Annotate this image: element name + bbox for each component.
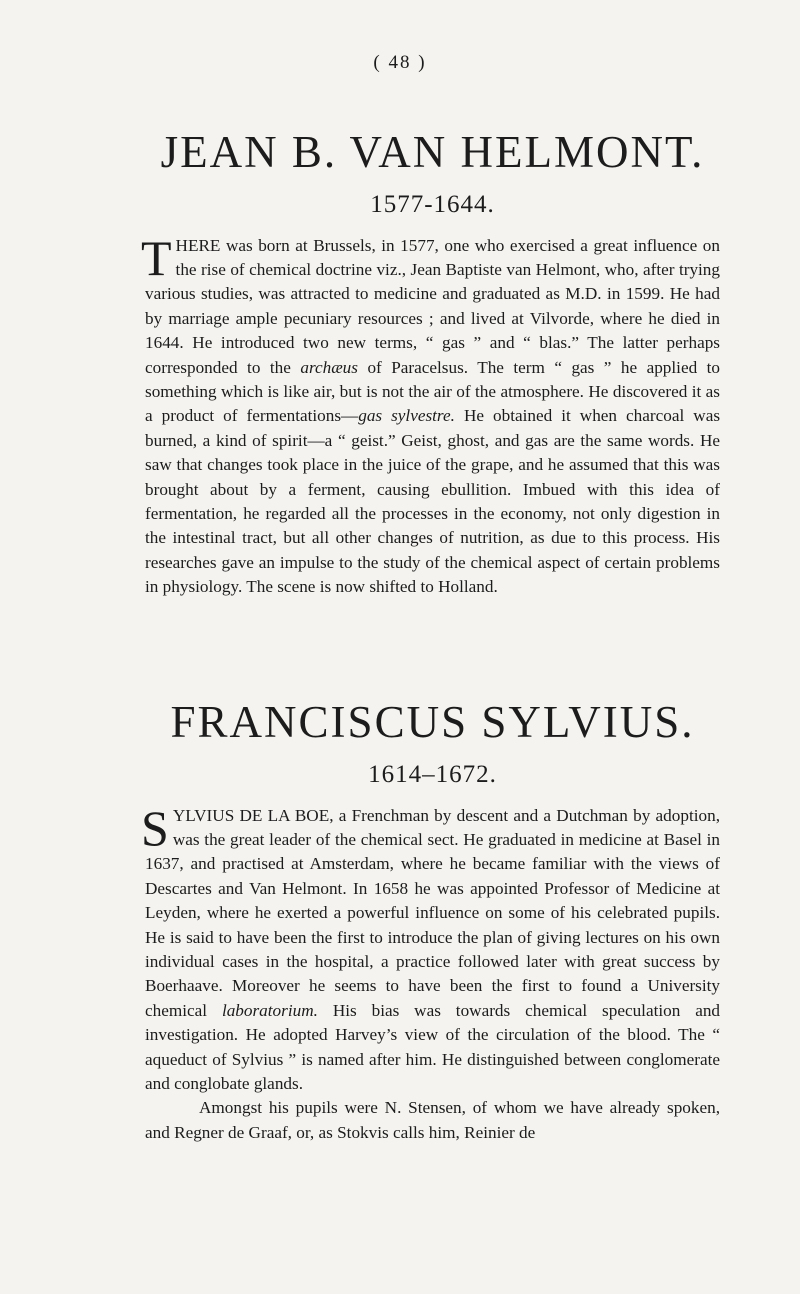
body-paragraph [141,799,721,1097]
section-title: FRANCISCUS SYLVIUS. [170,697,695,747]
paragraph-text: of Paracelsus. The term “ gas ” he applied to something which is like air, but is not the air of the atmosphere. He discovered it as a product of fermentations— [145,357,721,426]
drop-cap: S [141,799,169,856]
page-number: ( 48 ) [373,52,427,73]
section-van-helmont [141,127,721,600]
paragraph-text: YLVIUS DE LA BOE, a Frenchman by descent and a Dutchman by adoption, was the great leader of the chemical sect. He graduated in medicine at Basel in 1637, and practised at Amsterdam, where he became familiar with the views of Descartes and Van Helmont. In 1658 he was appointed Professor of Medicine at Leyden, where he exerted a powerful influence on some of his celebrated pupils. He is said to have been the first to introduce the plan of giving lectures on his own individual cases in the hospital, a practice followed later with great success by Boerhaave. Moreover he seems to have been the first to found a University chemical [145,805,720,1020]
section-dates: 1614–1672. [368,760,497,788]
body-paragraph [141,229,721,600]
section-sylvius [141,697,721,1145]
body-paragraph: Amongst his pupils were N. Stensen, of whom we have already spoken, and Regner de Graaf, or, as Stokvis calls him, Reinier de [145,1098,720,1142]
italic-term: gas sylvestre. [358,406,455,426]
italic-term: archæus [300,357,358,377]
italic-term: laboratorium. [221,1000,318,1020]
paragraph-text: He obtained it when charcoal was burned, a kind of spirit—a “ geist.” Geist, ghost, and gas are the same words. He saw that changes took place in the juice of the grape, and he assumed that this was brought about by a ferment, causing ebullition. Imbued with this idea of fermentation, he regarded all the processes in the economy, not only digestion in the intestinal tract, but all other changes of nutrition, as due to this process. His researches gave an impulse to the study of the chemical aspect of certain problems in physiology. The scene is now shifted to Holland. [145,406,721,597]
paragraph-text: HERE was born at Brussels, in 1577, one who exercised a great influence on the rise of chemical doctrine viz., Jean Baptiste van Helmont, who, after trying various studies, was attracted to medicine and graduated as M.D. in 1599. He had by marriage ample pecuniary resources ; and lived at Vilvorde, where he died in 1644. He introduced two new terms, “ gas ” and “ blas.” The latter perhaps corresponded to the [145,235,720,377]
section-title: JEAN B. VAN HELMONT. [160,127,705,177]
drop-cap: T [141,229,172,286]
section-dates: 1577-1644. [370,190,495,218]
paragraph-text: His bias was towards chemical speculation and investigation. He adopted Harvey’s view of the circulation of the blood. The “ aqueduct of Sylvius ” is named after him. He distinguished between conglomerate and conglobate glands. [145,1000,721,1093]
